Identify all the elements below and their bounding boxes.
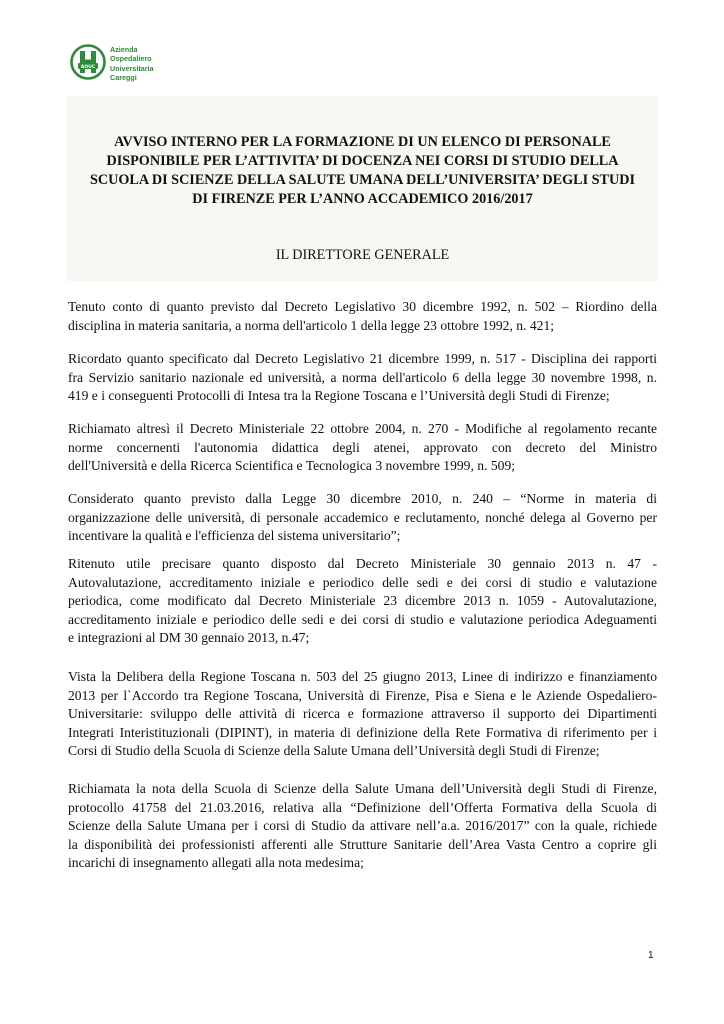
paragraph-line: Considerato quanto previsto dalla Legge 30 dicembre 2010, n. 240 – “Norme in materia di bbox=[68, 491, 657, 506]
section-heading: IL DIRETTORE GENERALE bbox=[275, 247, 450, 263]
paragraph-line: organizzazione delle università, di personale accademico e reclutamento, nonché delega al Governo per bbox=[68, 509, 657, 525]
paragraph-line: Universitarie: sviluppo delle attività di ricerca e formazione attraverso il supporto dei Dipartimenti bbox=[68, 706, 657, 722]
hospital-logo-icon bbox=[70, 44, 106, 80]
paragraph-line: 2013 per l`Accordo tra Regione Toscana, Università di Firenze, Pisa e Siena e le Aziende Ospedaliero- bbox=[68, 687, 657, 703]
paragraph-line: la disponibilità dei professionisti afferenti alle Strutture Sanitarie dell’Area Vasta Centro a coprire gli bbox=[68, 836, 657, 852]
paragraph-line: Richiamato altresì il Decreto Ministeriale 22 ottobre 2004, n. 270 - Modifiche al regolamento recante bbox=[68, 421, 657, 436]
title-line: AVVISO INTERNO PER LA FORMAZIONE DI UN ELENCO DI PERSONALE bbox=[114, 134, 611, 150]
title-line: DISPONIBILE PER L’ATTIVITA’ DI DOCENZA NEI CORSI DI STUDIO DELLA bbox=[106, 153, 619, 169]
paragraph-line: Tenuto conto di quanto previsto dal Decreto Legislativo 30 dicembre 1992, n. 502 – Riordino della bbox=[68, 299, 657, 314]
paragraph-line: Vista la Delibera della Regione Toscana n. 503 del 25 giugno 2013, Linee di indirizzo e finanziamento bbox=[68, 669, 657, 684]
org-name-line: Careggi bbox=[110, 73, 137, 83]
document-title bbox=[67, 133, 658, 209]
org-name-line: Azienda bbox=[110, 45, 138, 54]
paragraph-line: Richiamata la nota della Scuola di Scienze della Salute Umana dell’Università degli Studi di Firenze, bbox=[68, 781, 657, 796]
paragraph-line: Corsi di Studio della Scuola di Scienze della Salute Umana dell’Università degli Studi di Firenze; bbox=[68, 743, 600, 759]
paragraph-ricordato bbox=[68, 350, 657, 406]
org-name-line: Universitaria bbox=[110, 63, 154, 73]
paragraph-line: Ricordato quanto specificato dal Decreto Legislativo 21 dicembre 1999, n. 517 - Disciplina dei rapporti bbox=[68, 351, 657, 366]
paragraph-line: Integrati Interistituzionali (DIPINT), in materia di definizione della Rete Formativa di riferimento per i bbox=[68, 724, 657, 740]
paragraph-line: e integrazioni al DM 30 gennaio 2013, n.47; bbox=[68, 630, 310, 646]
paragraph-richiamato bbox=[68, 420, 657, 476]
org-name-line: Ospedaliero bbox=[110, 54, 152, 64]
page-number: 1 bbox=[648, 950, 654, 961]
paragraph-line: norme concernenti l'autonomia didattica degli atenei, approvato con decreto del Ministro bbox=[68, 439, 657, 455]
title-line: DI FIRENZE PER L’ANNO ACCADEMICO 2016/2017 bbox=[192, 191, 533, 207]
paragraph-line: 419 e i conseguenti Protocolli di Intesa tra la Regione Toscana e l’Università degli Studi di Firenze; bbox=[68, 388, 610, 404]
paragraph-tenuto-conto bbox=[68, 298, 657, 335]
paragraph-line: dell'Università e della Ricerca Scientifica e Tecnologica 3 novembre 1999, n. 509; bbox=[68, 458, 516, 474]
paragraph-vista-delibera bbox=[68, 668, 657, 761]
paragraph-ritenuto bbox=[68, 555, 657, 648]
logo bbox=[70, 44, 190, 84]
paragraph-line: incentivare la qualità e l'efficienza del sistema universitario”; bbox=[68, 528, 401, 544]
logo-badge-text: AOUC bbox=[80, 64, 96, 70]
paragraph-line: protocollo 41758 del 21.03.2016, relativa alla “Definizione dell’Offerta Formativa della Scuola di bbox=[68, 799, 657, 815]
paragraph-line: disciplina in materia sanitaria, a norma dell'articolo 1 della legge 23 ottobre 1992, n. 421; bbox=[68, 317, 555, 333]
title-line: SCUOLA DI SCIENZE DELLA SALUTE UMANA DELL’UNIVERSITA’ DEGLI STUDI bbox=[89, 172, 636, 188]
organization-name bbox=[110, 45, 154, 83]
paragraph-line: Autovalutazione, accreditamento iniziale e periodico delle sedi e dei corsi di studio e valutazione bbox=[68, 574, 657, 590]
paragraph-considerato bbox=[68, 490, 657, 546]
paragraph-richiamata-nota bbox=[68, 780, 657, 873]
paragraph-line: incarichi di insegnamento allegati alla nota medesima; bbox=[68, 855, 364, 871]
paragraph-line: fra Servizio sanitario nazionale ed università, a norma dell'articolo 6 della legge 30 novembre 1998, n. bbox=[68, 369, 657, 385]
paragraph-line: Ritenuto utile precisare quanto disposto dal Decreto Ministeriale 30 gennaio 2013 n. 47 - bbox=[68, 556, 657, 571]
paragraph-line: periodica, come modificato dal Decreto Ministeriale 23 dicembre 2013 n. 1059 - Autovalutazione, bbox=[68, 593, 657, 609]
paragraph-line: Scienze della Salute Umana per i corsi di Studio da attivare nell’a.a. 2016/2017” con la quale, richiede bbox=[68, 818, 657, 834]
paragraph-line: accreditamento iniziale e periodico delle sedi e dei corsi di studio e valutazione periodica Adeguamenti bbox=[68, 611, 657, 627]
